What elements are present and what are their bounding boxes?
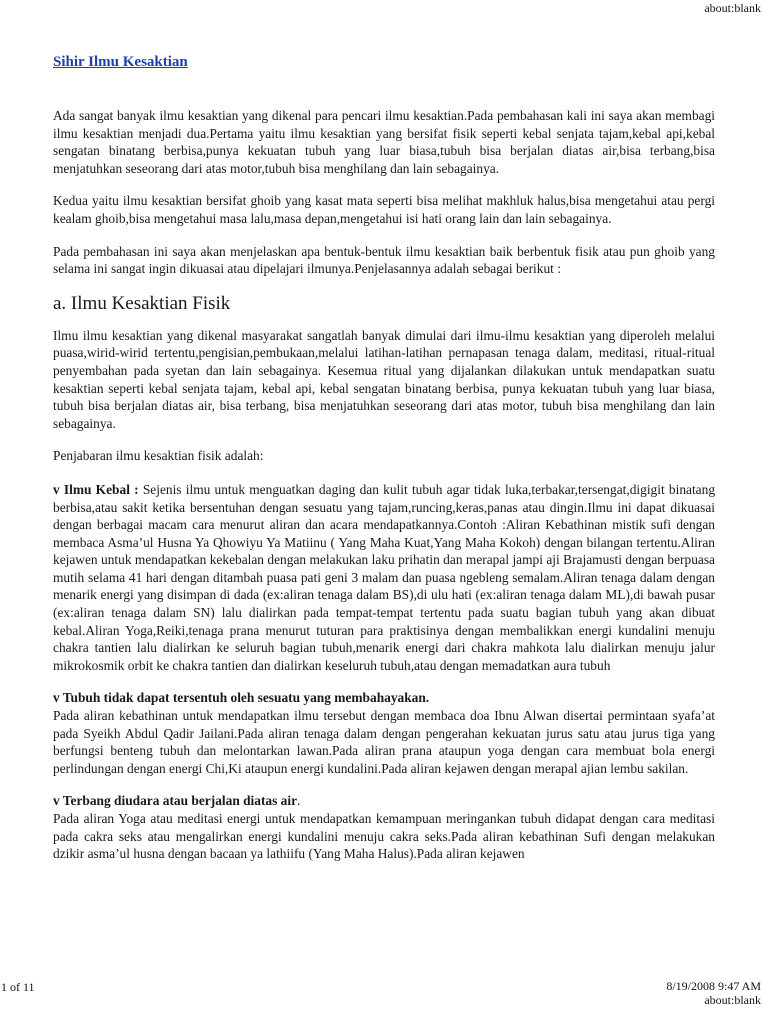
paragraph-ghoib: Kedua yaitu ilmu kesaktian bersifat ghoib yang kasat mata seperti bisa melihat makhluk halus,bisa mengetahui atau pergi kealam ghoib,bisa mengetahui masa lalu,masa depan,mengetahui isi hati orang lain dan lain sebagainya. bbox=[53, 193, 715, 226]
browser-url-bottom: about:blank bbox=[704, 993, 761, 1007]
section-heading: a. Ilmu Kesaktian Fisik bbox=[53, 292, 231, 314]
paragraph-explanation: Pada pembahasan ini saya akan menjelaskan apa bentuk-bentuk ilmu kesaktian baik berbentuk fisik atau pun ghoib yang selama ini sangat ingin dikuasai atau dipelajari ilmunya.Penjelasannya adalah sebagai berikut : bbox=[53, 243, 715, 277]
browser-url-top: about:blank bbox=[704, 1, 761, 15]
item-terbang-text: Pada aliran Yoga atau meditasi energi untuk mendapatkan kemampuan meringankan tubuh didapat dengan cara meditasi pada cakra seks atau mengalirkan energi kundalini menuju cakra seks.Pada aliran kebathinan Sufi dengan melakukan dzikir asma’ul husna dengan bacaan ya lathiifu (Yang Maha Halus).Pada aliran kejawen bbox=[53, 811, 715, 862]
document-body bbox=[53, 54, 715, 878]
page-count: 1 of 11 bbox=[1, 980, 35, 994]
item-ilmu-kebal-text: Sejenis ilmu untuk menguatkan daging dan kulit tubuh agar tidak luka,terbakar,tersengat,digigit binatang berbisa,atau sakit ketika bersentuhan dengan sesuatu yang tajam,runcing,keras,panas atau dingin.Ilmu ini dapat dikuasai dengan berbagai macam cara menurut aliran dan acara mendapatkannya.Contoh :Aliran Kebathinan mistik sufi dengan membaca Asma’ul Husna Ya Qhowiyu Ya Matiinu ( Yang Maha Kuat,Yang Maha Kokoh) dengan bilangan tertentu.Aliran kejawen untuk mendapatkan kekebalan dengan melakukan laku prihatin dan merapal jampi aji Brajamusti dengan berpuasa mutih selama 41 hari dengan ditambah puasa pati geni 3 malam dan puasa ngebleng semalam.Aliran tenaga dalam dengan menarik energi yang disimpan di dada (ex:aliran tenaga dalam BS),di ulu hati (ex:aliran tenaga dalam ML),di bawah pusar (ex:aliran tenaga dalam SN) lalu dialirkan pada tempat-tempat tertentu pada suatu bagian tubuh yang akan dibuat kebal.Aliran Yoga,Reiki,tenaga prana menurut tuturan para praktisinya dengan membalikkan energi kundalini menuju chakra tantien lalu dialirkan ke seluruh bagian tubuh,menarik energi dari chakra mahkota lalu dialirkan menuju jalur mikrokosmik orbit ke chakra tantien dan dialirkan keseluruh tubuh,atau dengan memadatkan aura tubuh bbox=[53, 481, 716, 673]
item-ilmu-kebal-label: v Ilmu Kebal : bbox=[53, 481, 139, 497]
item-ilmu-kebal bbox=[53, 481, 715, 675]
item-terbang-heading: v Terbang diudara atau berjalan diatas air bbox=[53, 793, 298, 809]
item-terbang-period: . bbox=[297, 793, 301, 809]
paragraph-intro: Ada sangat banyak ilmu kesaktian yang dikenal para pencari ilmu kesaktian.Pada pembahasan kali ini saya akan membagi ilmu kesaktian menjadi dua.Pertama yaitu ilmu kesaktian yang bersifat fisik seperti kebal senjata tajam,kebal api,kebal sengatan binatang berbisa,punya kekuatan tubuh yang luar biasa,tubuh bisa berjalan diatas air,bisa terbang,bisa menjatuhkan seseorang dari atas motor,tubuh bisa menghilang dan lain sebagainya. bbox=[53, 108, 715, 176]
item-terbang-label bbox=[53, 792, 715, 810]
document-title-link[interactable]: Sihir Ilmu Kesaktian bbox=[53, 54, 188, 70]
paragraph-lead: Penjabaran ilmu kesaktian fisik adalah: bbox=[53, 448, 264, 464]
item-tubuh-heading: v Tubuh tidak dapat tersentuh oleh sesuatu yang membahayakan. bbox=[53, 690, 430, 706]
paragraph-fisik: Ilmu ilmu kesaktian yang dikenal masyarakat sangatlah banyak dimulai dari ilmu-ilmu kesaktian yang diperoleh melalui puasa,wirid-wirid tertentu,pengisian,pembukaan,melalui latihan-latihan pernapasan tenaga dalam, meditasi, ritual-ritual penyembahan pada syetan dan lain sebagainya. Kesemua ritual yang dijalankan dilakukan untuk mendapatkan suatu kesaktian seperti kebal senjata tajam, kebal api, kebal sengatan binatang berbisa, punya kekuatan tubuh yang luar biasa, tubuh bisa berjalan diatas air, bisa terbang, bisa menjatuhkan seseorang dari atas motor, tubuh bisa menghilang dan lain sebagainya. bbox=[53, 327, 715, 431]
footer-info bbox=[666, 979, 761, 1007]
timestamp: 8/19/2008 9:47 AM bbox=[666, 979, 761, 993]
item-tubuh-text: Pada aliran kebathinan untuk mendapatkan ilmu tersebut dengan membaca doa Ibnu Alwan disertai permintaan syafa’at pada Syeikh Abdul Qadir Jailani.Pada aliran tenaga dalam dengan pengerahan kekuatan jurus satu atau jurus tiga yang berfungsi benteng tubuh dan melontarkan lawan.Pada aliran prana ataupun yoga dengan cara membuat bola energi perlindungan dengan energi Chi,Ki ataupun energi kundalini.Pada aliran kejawen dengan merapal ajian lembu sakilan. bbox=[53, 708, 715, 776]
item-tubuh-label bbox=[53, 689, 715, 707]
